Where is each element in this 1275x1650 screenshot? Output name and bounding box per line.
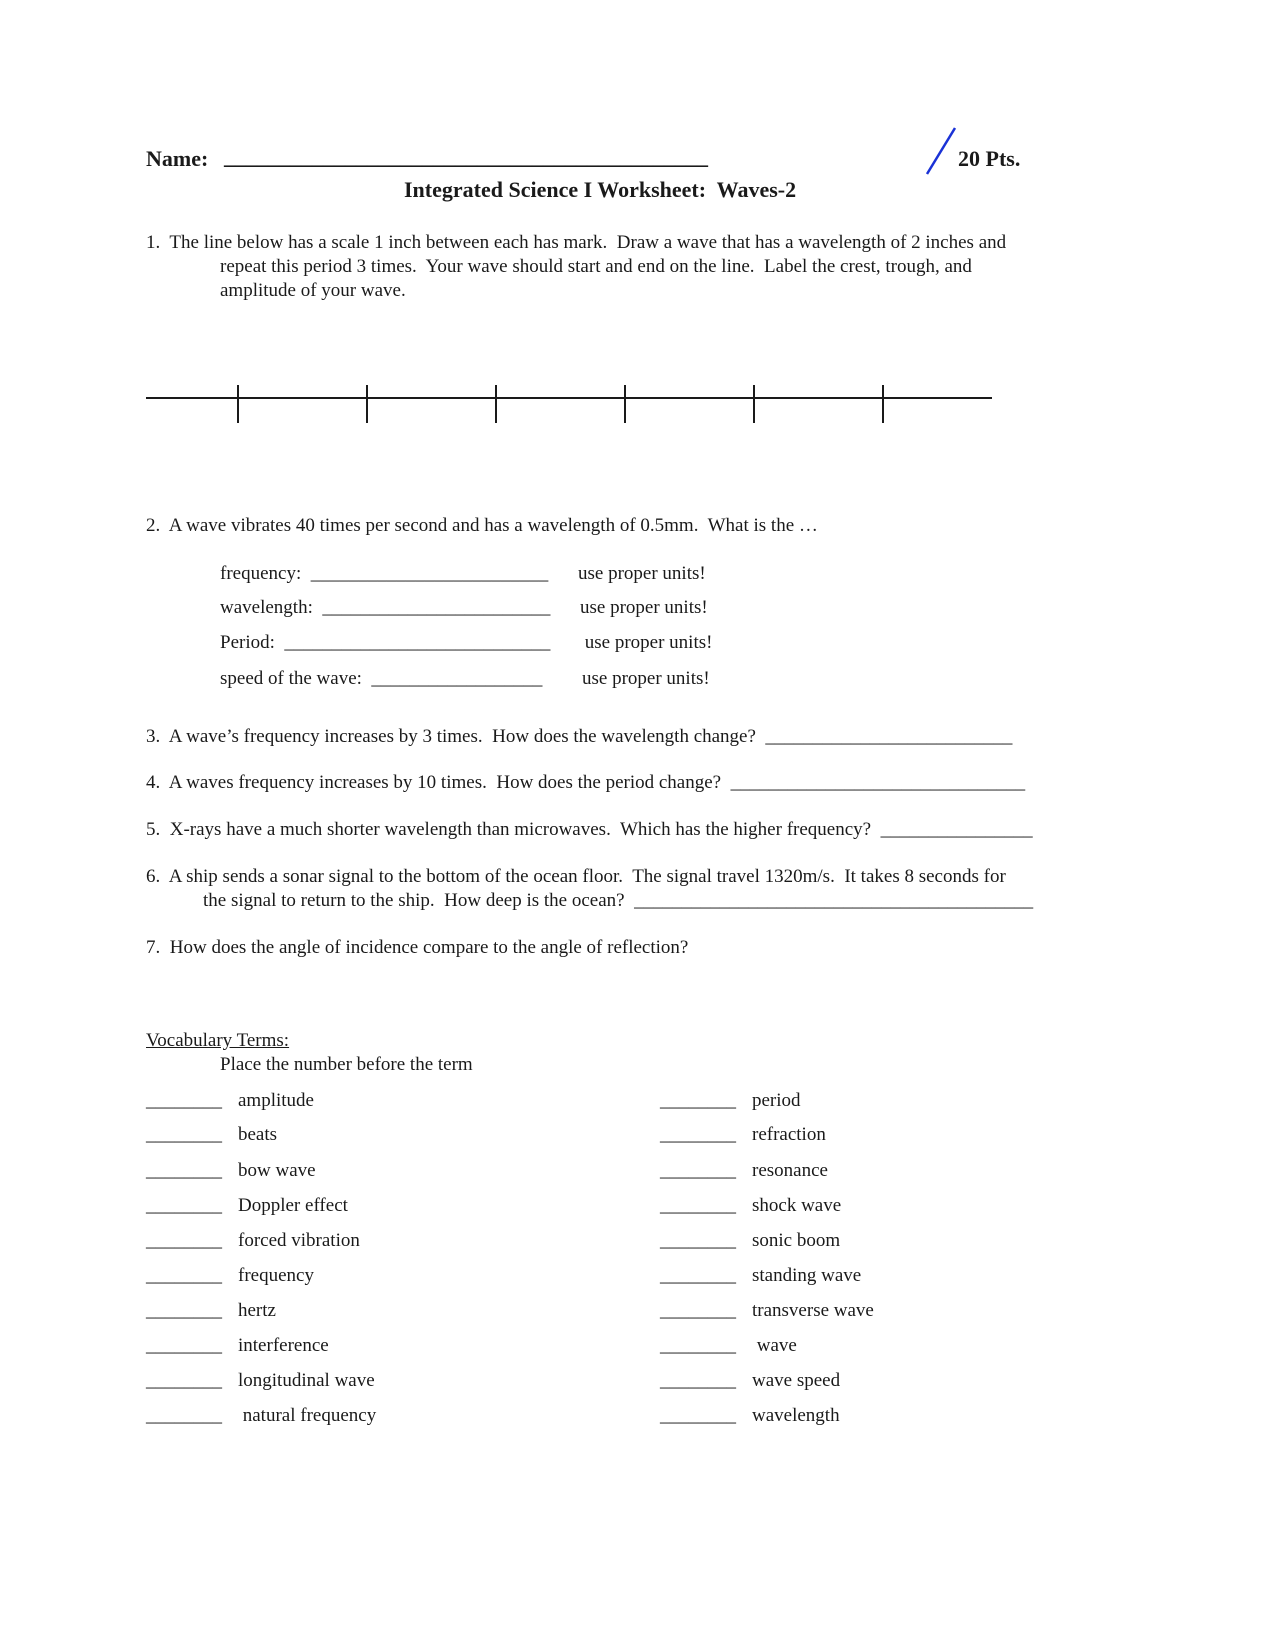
vocab-answer-blank[interactable]: ________ — [146, 1160, 222, 1181]
q2-prompt: 2. A wave vibrates 40 times per second and has a wavelength of 0.5mm. What is the … — [146, 515, 818, 536]
vocab-term: wavelength — [752, 1405, 840, 1426]
vocab-term: frequency — [238, 1265, 314, 1286]
vocab-answer-blank[interactable]: ________ — [146, 1335, 222, 1356]
vocab-term: bow wave — [238, 1160, 316, 1181]
vocab-answer-blank[interactable]: ________ — [146, 1195, 222, 1216]
q7-text: 7. How does the angle of incidence compare to the angle of reflection? — [146, 937, 689, 958]
vocab-term: sonic boom — [752, 1230, 841, 1251]
vocab-term: longitudinal wave — [238, 1370, 375, 1391]
q6-text-line1: 6. A ship sends a sonar signal to the bottom of the ocean floor. The signal travel 1320m/s. It takes 8 seconds for — [146, 866, 1006, 887]
vocab-answer-blank[interactable]: ________ — [146, 1265, 222, 1286]
vocab-answer-blank[interactable]: ________ — [660, 1335, 736, 1356]
q1-text-line3: amplitude of your wave. — [220, 280, 406, 301]
vocab-answer-blank[interactable]: ________ — [660, 1370, 736, 1391]
vocab-term: hertz — [238, 1300, 276, 1321]
vocab-answer-blank[interactable]: ________ — [146, 1405, 222, 1426]
vocab-term: refraction — [752, 1124, 826, 1145]
q4-text: 4. A waves frequency increases by 10 times. How does the period change? _______________________________ — [146, 772, 1026, 793]
vocab-answer-blank[interactable]: ________ — [146, 1370, 222, 1391]
vocab-answer-blank[interactable]: ________ — [660, 1230, 736, 1251]
q3-text: 3. A wave’s frequency increases by 3 times. How does the wavelength change? __________________________ — [146, 726, 1013, 747]
q5-text: 5. X-rays have a much shorter wavelength than microwaves. Which has the higher frequency? ________________ — [146, 819, 1033, 840]
vocab-term: wave speed — [752, 1370, 841, 1391]
q2-frequency-field[interactable]: frequency: _________________________ — [220, 563, 549, 584]
vocab-term: amplitude — [238, 1090, 314, 1111]
vocab-answer-blank[interactable]: ________ — [146, 1090, 222, 1111]
page-title: Integrated Science I Worksheet: Waves-2 — [404, 177, 797, 202]
vocab-answer-blank[interactable]: ________ — [660, 1300, 736, 1321]
vocab-answer-blank[interactable]: ________ — [146, 1300, 222, 1321]
vocab-term: interference — [238, 1335, 329, 1356]
name-field[interactable]: ____________________________________________ — [224, 144, 708, 169]
vocab-term: period — [752, 1090, 801, 1111]
vocab-heading: Vocabulary Terms: — [146, 1030, 290, 1051]
q2-frequency-hint: use proper units! — [578, 563, 706, 584]
vocab-answer-blank[interactable]: ________ — [660, 1195, 736, 1216]
vocab-term: resonance — [752, 1160, 828, 1181]
q2-period-field[interactable]: Period: ____________________________ — [220, 632, 551, 653]
q2-speed-hint: use proper units! — [582, 668, 710, 689]
vocab-term: beats — [238, 1124, 278, 1145]
q2-wavelength-field[interactable]: wavelength: ________________________ — [220, 597, 551, 618]
q1-text-line2: repeat this period 3 times. Your wave should start and end on the line. Label the crest, trough, and — [220, 256, 972, 277]
vocab-answer-blank[interactable]: ________ — [660, 1124, 736, 1145]
vocab-answer-blank[interactable]: ________ — [660, 1265, 736, 1286]
q6-text-line2: the signal to return to the ship. How deep is the ocean? __________________________________________ — [203, 890, 1034, 911]
vocab-answer-blank[interactable]: ________ — [660, 1090, 736, 1111]
name-label: Name: — [146, 146, 209, 171]
vocab-answer-blank[interactable]: ________ — [146, 1230, 222, 1251]
vocab-term: Doppler effect — [238, 1195, 348, 1216]
vocab-term: natural frequency — [238, 1405, 377, 1426]
vocab-term: forced vibration — [238, 1230, 360, 1251]
points-label: 20 Pts. — [958, 146, 1021, 171]
vocab-term: wave — [752, 1335, 797, 1356]
vocab-answer-blank[interactable]: ________ — [146, 1124, 222, 1145]
q2-period-hint: use proper units! — [580, 632, 713, 653]
vocab-term: standing wave — [752, 1265, 862, 1286]
vocab-term: transverse wave — [752, 1300, 874, 1321]
vocab-answer-blank[interactable]: ________ — [660, 1405, 736, 1426]
vocab-instruction: Place the number before the term — [220, 1054, 473, 1075]
q2-speed-field[interactable]: speed of the wave: __________________ — [220, 668, 543, 689]
score-slash-mark — [925, 126, 959, 176]
vocab-answer-blank[interactable]: ________ — [660, 1160, 736, 1181]
q2-wavelength-hint: use proper units! — [580, 597, 708, 618]
vocab-term: shock wave — [752, 1195, 842, 1216]
q1-text-line1: 1. The line below has a scale 1 inch between each has mark. Draw a wave that has a wavelength of 2 inches and — [146, 232, 1007, 253]
